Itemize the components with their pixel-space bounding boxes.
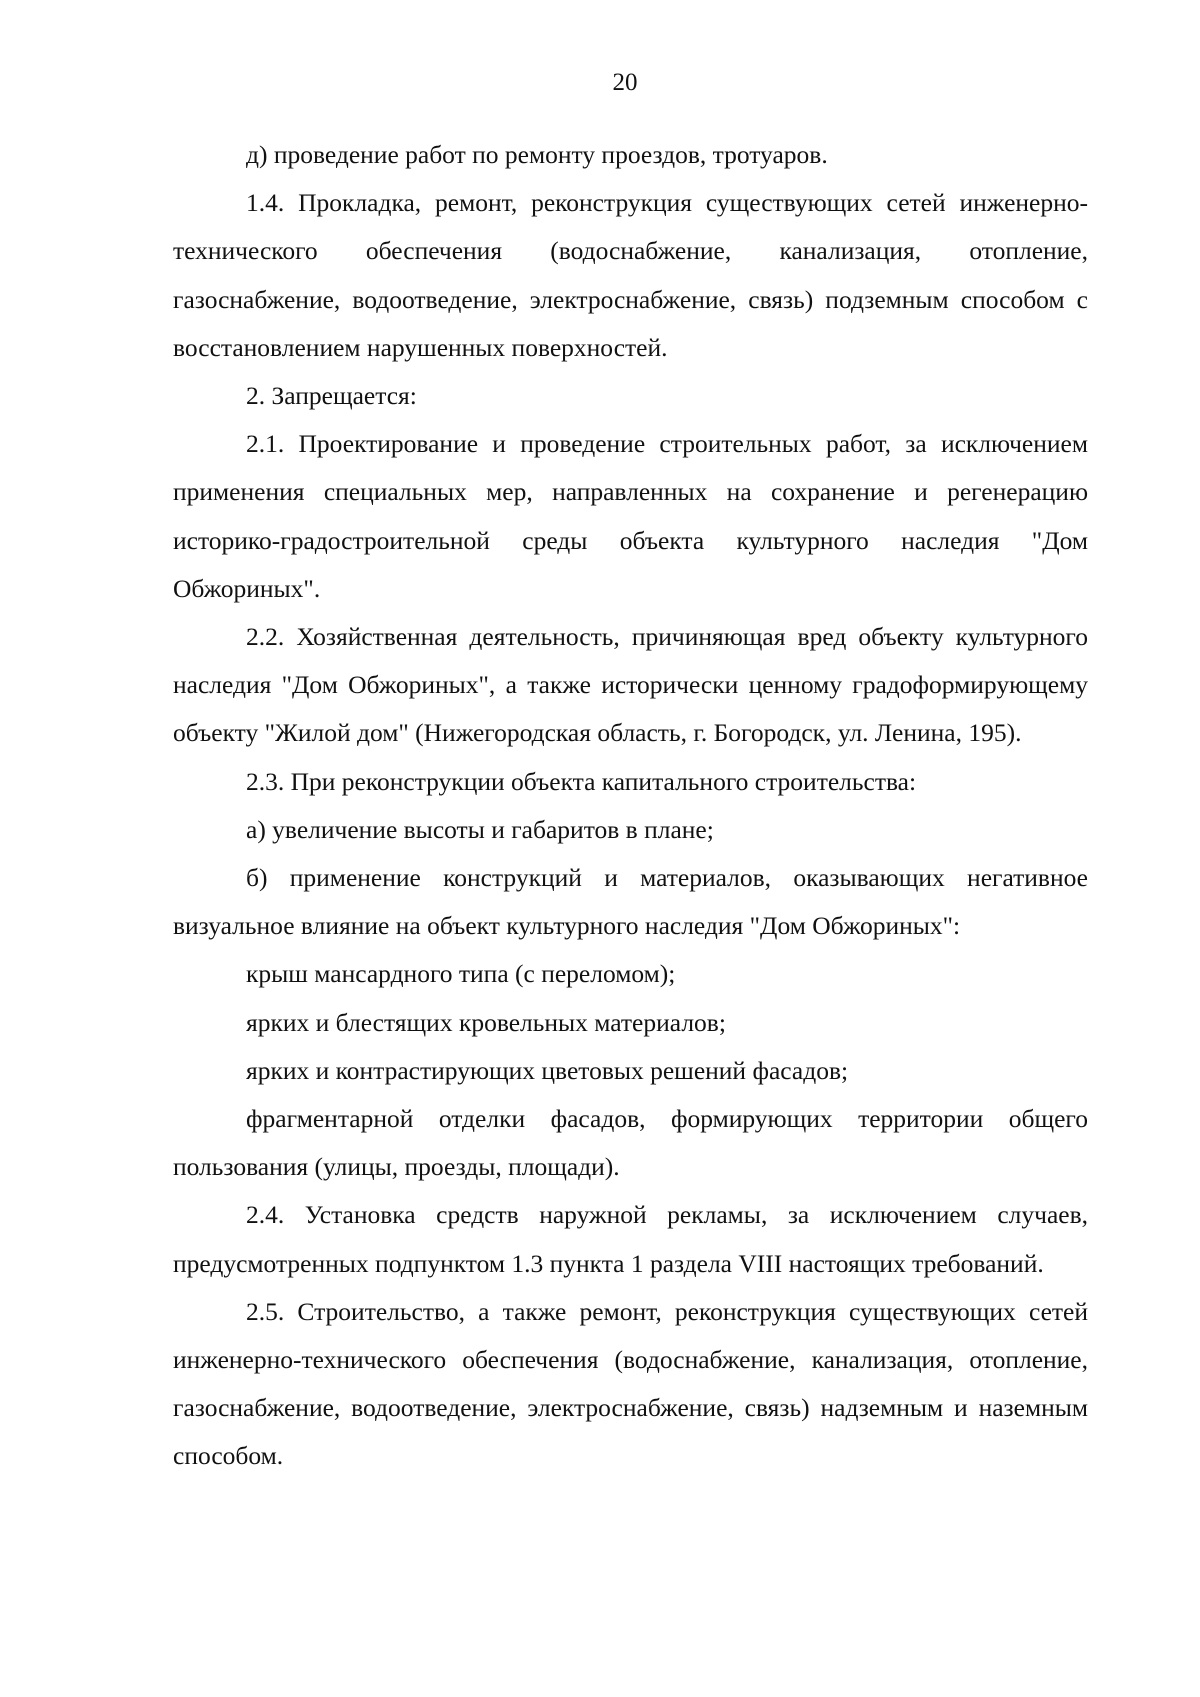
paragraph-2-5: 2.5. Строительство, а также ремонт, реконструкция существующих сетей инженерно-технического обеспечения (водоснабжение, канализация, отопление, газоснабжение, водоотведение, электроснабжение, связь) надземным и наземным способом. [173,1296,1088,1471]
paragraph-2-3-a: а) увеличение высоты и габаритов в плане; [246,814,714,844]
document-body [173,131,1088,1481]
list-item-facade-finishing: фрагментарной отделки фасадов, формирующих территории общего пользования (улицы, проезды, площади). [173,1104,1088,1182]
paragraph-2-heading: 2. Запрещается: [246,381,417,411]
list-item-roofing-materials: ярких и блестящих кровельных материалов; [246,1007,726,1037]
paragraph-d-road-repair: д) проведение работ по ремонту проездов, тротуаров. [246,140,828,169]
paragraph-2-2: 2.2. Хозяйственная деятельность, причиняющая вред объекту культурного наследия "Дом Обжориных", а также исторически ценному градоформирующему объекту "Жилой дом" (Нижегородская область, г. Богородск, ул. Ленина, 195). [173,622,1088,748]
list-item-facade-colors: ярких и контрастирующих цветовых решений фасадов; [246,1055,849,1085]
paragraph-2-1: 2.1. Проектирование и проведение строительных работ, за исключением применения специальных мер, направленных на сохранение и регенерацию историко-градостроительной среды объекта культурного наследия "Дом Обжориных". [173,429,1088,603]
list-item-mansard-roofs: крыш мансардного типа (с переломом); [246,959,676,989]
paragraph-2-3: 2.3. При реконструкции объекта капитального строительства: [246,766,917,796]
paragraph-2-4: 2.4. Установка средств наружной рекламы, за исключением случаев, предусмотренных подпунктом 1.3 пункта 1 раздела VIII настоящих требований. [173,1200,1088,1278]
page-number: 20 [612,69,638,96]
paragraph-2-3-b: б) применение конструкций и материалов, оказывающих негативное визуальное влияние на объект культурного наследия "Дом Обжориных": [173,863,1088,941]
paragraph-1-4: 1.4. Прокладка, ремонт, реконструкция существующих сетей инженерно-технического обеспечения (водоснабжение, канализация, отопление, газоснабжение, водоотведение, электроснабжение, связь) подземным способом с восстановлением нарушенных поверхностей. [173,188,1088,362]
